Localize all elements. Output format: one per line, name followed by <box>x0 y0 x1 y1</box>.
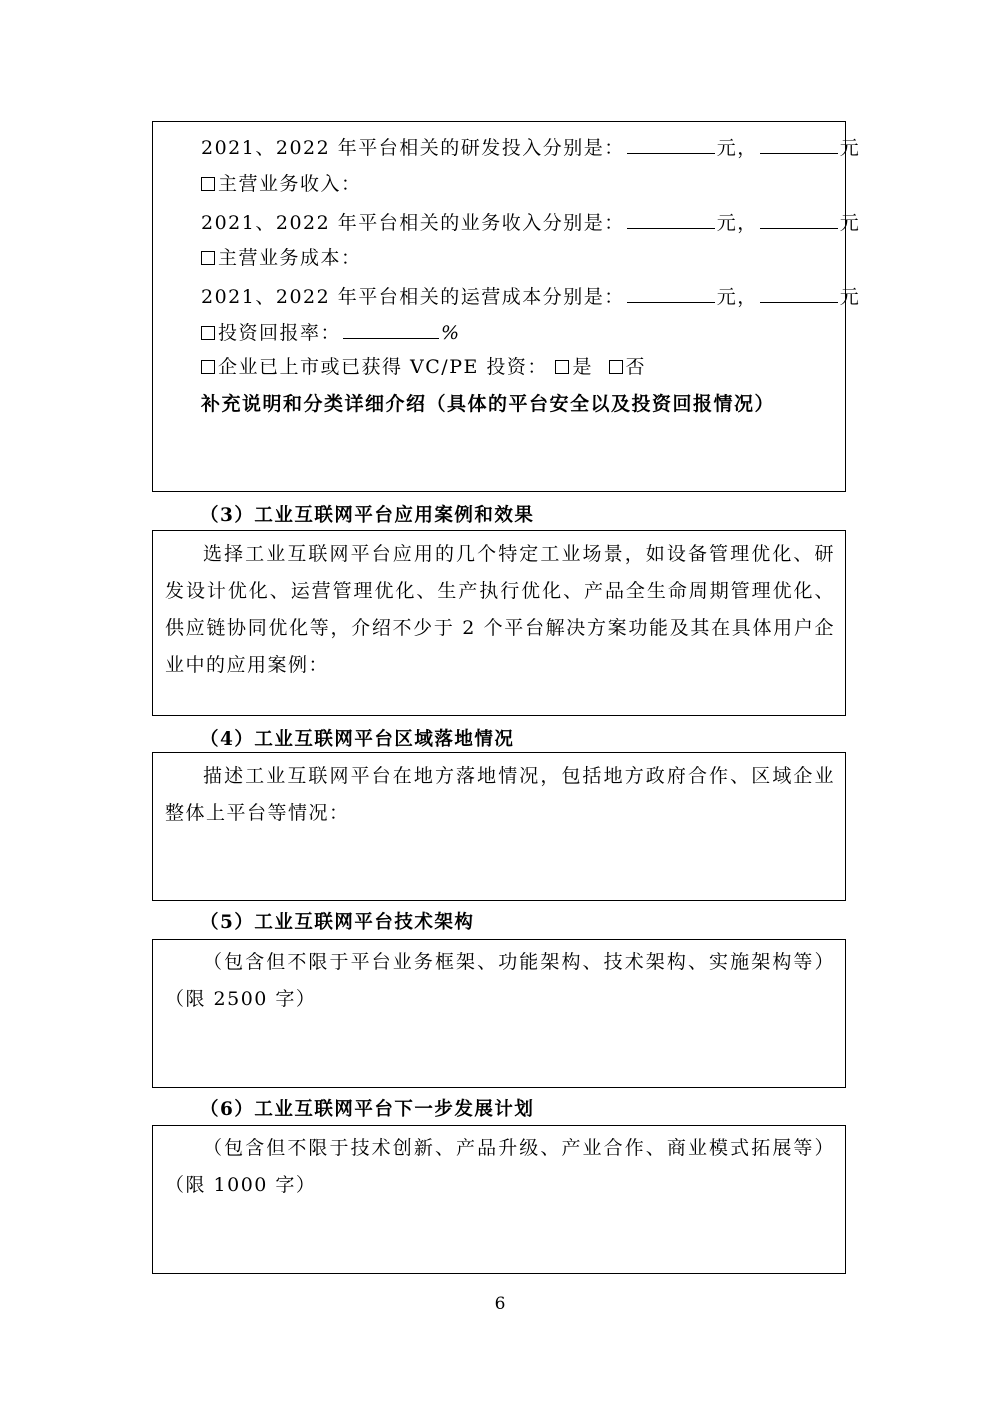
section6-box[interactable] <box>152 1125 846 1274</box>
revenue-2022-field[interactable] <box>760 212 838 229</box>
revenue-line <box>201 212 860 233</box>
cost-2021-field[interactable] <box>627 286 715 303</box>
supplement-title: 补充说明和分类详细介绍（具体的平台安全以及投资回报情况） <box>201 393 776 415</box>
section5-body: （包含但不限于平台业务框架、功能架构、技术架构、实施架构等）（限 2500 字） <box>165 951 835 1010</box>
revenue-checkbox[interactable] <box>201 177 215 191</box>
cost-unit-2: 元 <box>839 286 861 308</box>
cost-unit-1: 元， <box>716 286 758 308</box>
section4-body: 描述工业互联网平台在地方落地情况，包括地方政府合作、区域企业整体上平台等情况： <box>165 765 835 824</box>
rd-unit-1: 元， <box>716 137 758 159</box>
roi-label: 投资回报率： <box>218 322 342 344</box>
section3-box[interactable] <box>152 530 846 716</box>
revenue-2021-field[interactable] <box>627 212 715 229</box>
finance-info-box <box>152 121 861 492</box>
listed-checkbox[interactable] <box>201 360 215 374</box>
cost-label: 主营业务成本： <box>218 247 362 269</box>
roi-option <box>201 322 461 343</box>
rd-2021-field[interactable] <box>627 137 715 154</box>
no-label: 否 <box>625 356 647 378</box>
section3-body: 选择工业互联网平台应用的几个特定工业场景，如设备管理优化、研发设计优化、运营管理优化、生产执行优化、产品全生命周期管理优化、供应链协同优化等，介绍不少于 2 个平台解决方案功能及其在具体用户企业中的应用案例： <box>165 543 835 676</box>
cost-line <box>201 286 860 307</box>
listed-option <box>201 358 646 377</box>
roi-unit: % <box>441 322 461 344</box>
rd-investment-line <box>201 137 860 158</box>
listed-label: 企业已上市或已获得 VC/PE 投资： <box>218 356 548 378</box>
yes-label: 是 <box>572 356 593 378</box>
revenue-unit-2: 元 <box>839 212 861 234</box>
section5-heading: （5）工业互联网平台技术架构 <box>200 912 475 933</box>
section6-heading: （6）工业互联网平台下一步发展计划 <box>200 1099 535 1120</box>
section5-box[interactable] <box>152 939 846 1088</box>
cost-option <box>201 249 362 268</box>
cost-checkbox[interactable] <box>201 251 215 265</box>
revenue-unit-1: 元， <box>716 212 758 234</box>
rd-unit-2: 元 <box>839 137 861 159</box>
rd-2022-field[interactable] <box>760 137 838 154</box>
section6-body: （包含但不限于技术创新、产品升级、产业合作、商业模式拓展等）（限 1000 字） <box>165 1137 835 1196</box>
rd-investment-label: 2021、2022 年平台相关的研发投入分别是： <box>201 137 625 159</box>
revenue-line-label: 2021、2022 年平台相关的业务收入分别是： <box>201 212 625 234</box>
roi-field[interactable] <box>343 322 439 339</box>
section4-box[interactable] <box>152 752 846 901</box>
no-checkbox[interactable] <box>609 360 623 374</box>
revenue-label: 主营业务收入： <box>218 173 362 195</box>
revenue-option <box>201 175 362 194</box>
section4-heading: （4）工业互联网平台区域落地情况 <box>200 729 515 750</box>
yes-checkbox[interactable] <box>555 360 569 374</box>
cost-2022-field[interactable] <box>760 286 838 303</box>
cost-line-label: 2021、2022 年平台相关的运营成本分别是： <box>201 286 625 308</box>
roi-checkbox[interactable] <box>201 326 215 340</box>
section3-heading: （3）工业互联网平台应用案例和效果 <box>200 505 535 526</box>
page-number: 6 <box>494 1294 506 1314</box>
